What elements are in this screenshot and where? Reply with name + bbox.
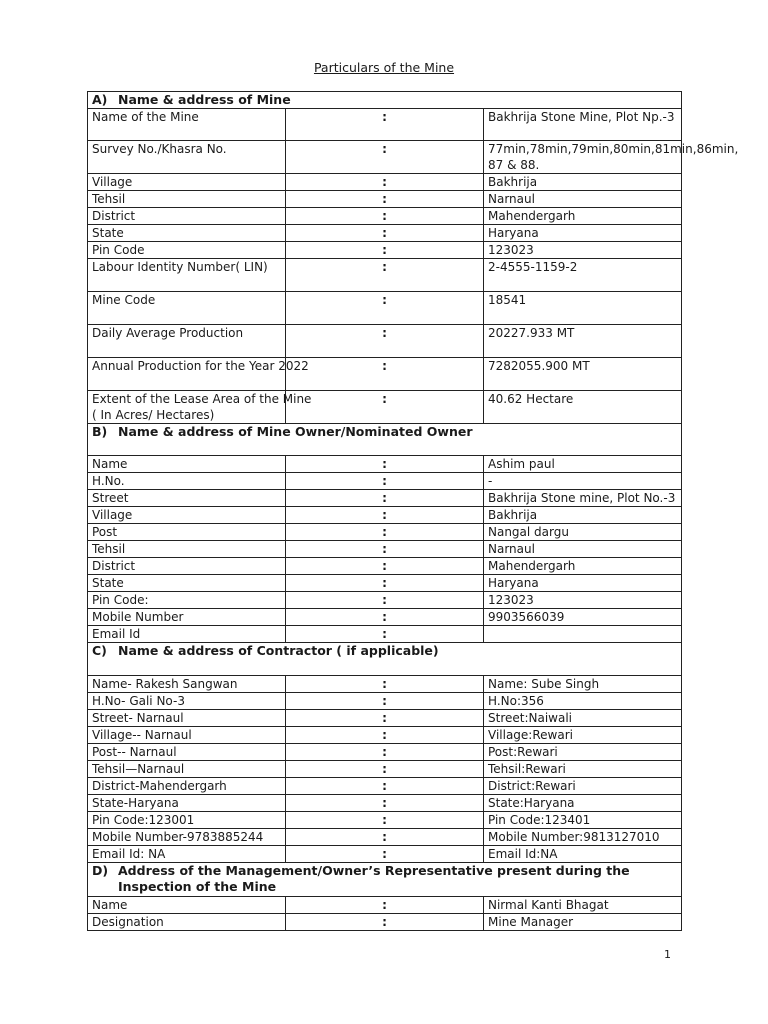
field-label bbox=[88, 676, 286, 693]
table-row bbox=[88, 541, 682, 558]
field-label-text: Annual Production for the Year 2022 bbox=[92, 359, 309, 373]
field-value: Post:Rewari bbox=[484, 744, 682, 761]
field-label bbox=[88, 846, 286, 863]
section-letter: D) bbox=[92, 863, 109, 878]
field-label bbox=[88, 259, 286, 292]
field-label-text: Pin Code:123001 bbox=[92, 813, 195, 827]
field-value: 2-4555-1159-2 bbox=[484, 259, 682, 292]
field-value: Bakhrija bbox=[484, 507, 682, 524]
field-label-text: State bbox=[92, 576, 124, 590]
table-row bbox=[88, 473, 682, 490]
section-heading-cell bbox=[88, 92, 682, 109]
table-row bbox=[88, 575, 682, 592]
field-value bbox=[484, 626, 682, 643]
table-row bbox=[88, 727, 682, 744]
field-label-text: Designation bbox=[92, 915, 164, 929]
colon-separator: : bbox=[286, 473, 484, 490]
field-label-text: Village-- Narnaul bbox=[92, 728, 192, 742]
section-heading: Address of the Management/Owner’s Representative present during the Inspection of the Mine bbox=[118, 863, 630, 894]
colon-separator: : bbox=[286, 259, 484, 292]
table-row bbox=[88, 897, 682, 914]
field-label-text: Labour Identity Number( LIN) bbox=[92, 260, 268, 274]
field-label bbox=[88, 391, 312, 424]
table-row bbox=[88, 242, 682, 259]
colon-separator: : bbox=[286, 778, 484, 795]
field-label-text: Tehsil—Narnaul bbox=[92, 762, 185, 776]
field-label-text: Daily Average Production bbox=[92, 326, 244, 340]
field-label bbox=[88, 358, 309, 391]
colon-separator: : bbox=[286, 676, 484, 693]
field-label-text: Tehsil bbox=[92, 192, 126, 206]
field-label bbox=[88, 795, 286, 812]
field-value: Mobile Number:9813127010 bbox=[484, 829, 682, 846]
field-label bbox=[88, 744, 286, 761]
table-row bbox=[88, 391, 682, 424]
page-number: 1 bbox=[664, 948, 671, 961]
field-value: Email Id:NA bbox=[484, 846, 682, 863]
field-label bbox=[88, 524, 286, 541]
table-row bbox=[88, 292, 682, 325]
field-label-text: Tehsil bbox=[92, 542, 126, 556]
field-label bbox=[88, 325, 286, 358]
field-label-text: Name bbox=[92, 898, 128, 912]
field-value: Tehsil:Rewari bbox=[484, 761, 682, 778]
colon-separator: : bbox=[286, 626, 484, 643]
field-value: Bakhrija bbox=[484, 174, 682, 191]
colon-separator: : bbox=[286, 456, 484, 473]
field-value: 20227.933 MT bbox=[484, 325, 682, 358]
field-value: 9903566039 bbox=[484, 609, 682, 626]
field-label bbox=[88, 174, 286, 191]
field-value: - bbox=[484, 473, 682, 490]
table-row bbox=[88, 829, 682, 846]
table-row bbox=[88, 626, 682, 643]
page-title: Particulars of the Mine bbox=[313, 60, 455, 75]
field-value: District:Rewari bbox=[484, 778, 682, 795]
field-label bbox=[88, 761, 286, 778]
table-row bbox=[88, 761, 682, 778]
field-value: Mahendergarh bbox=[484, 208, 682, 225]
colon-separator: : bbox=[286, 490, 484, 507]
field-label-text: Extent of the Lease Area of the Mine bbox=[92, 392, 312, 406]
table-row bbox=[88, 778, 682, 795]
colon-separator: : bbox=[286, 325, 484, 358]
field-value: Ashim paul bbox=[484, 456, 682, 473]
field-label-text: Survey No./Khasra No. bbox=[92, 142, 227, 156]
colon-separator: : bbox=[286, 174, 484, 191]
field-value: State:Haryana bbox=[484, 795, 682, 812]
table-row bbox=[88, 812, 682, 829]
field-label bbox=[88, 225, 286, 242]
field-value: Haryana bbox=[484, 225, 682, 242]
field-label bbox=[88, 473, 286, 490]
colon-separator: : bbox=[286, 242, 484, 259]
table-row bbox=[88, 259, 682, 292]
colon-separator: : bbox=[286, 541, 484, 558]
table-row bbox=[88, 846, 682, 863]
table-row bbox=[88, 592, 682, 609]
table-row bbox=[88, 456, 682, 473]
table-row bbox=[88, 507, 682, 524]
colon-separator: : bbox=[286, 507, 484, 524]
field-label bbox=[88, 109, 286, 141]
field-label bbox=[88, 778, 286, 795]
colon-separator: : bbox=[286, 191, 484, 208]
table-row bbox=[88, 795, 682, 812]
field-label-text: Village bbox=[92, 508, 133, 522]
colon-separator: : bbox=[286, 897, 484, 914]
field-label bbox=[88, 191, 286, 208]
table-row bbox=[88, 693, 682, 710]
field-label-text: Pin Code bbox=[92, 243, 145, 257]
field-label bbox=[88, 507, 286, 524]
field-label bbox=[88, 592, 286, 609]
field-label-text: Name of the Mine bbox=[92, 110, 199, 124]
field-value: Narnaul bbox=[484, 191, 682, 208]
colon-separator: : bbox=[286, 914, 484, 931]
field-label bbox=[88, 626, 286, 643]
colon-separator: : bbox=[286, 812, 484, 829]
colon-separator: : bbox=[286, 609, 484, 626]
section-heading-cell bbox=[88, 424, 682, 456]
field-value: 123023 bbox=[484, 242, 682, 259]
colon-separator: : bbox=[286, 710, 484, 727]
field-value: 40.62 Hectare bbox=[484, 391, 682, 424]
field-label-text: District bbox=[92, 559, 136, 573]
field-value: Street:Naiwali bbox=[484, 710, 682, 727]
field-label-text: Mobile Number-9783885244 bbox=[92, 830, 264, 844]
field-label-text: Post-- Narnaul bbox=[92, 745, 177, 759]
field-label bbox=[88, 727, 286, 744]
field-label bbox=[88, 141, 286, 174]
field-value: 123023 bbox=[484, 592, 682, 609]
section-letter: B) bbox=[92, 424, 108, 439]
field-value: H.No:356 bbox=[484, 693, 682, 710]
field-label-text-line2: ( In Acres/ Hectares) bbox=[92, 408, 215, 422]
colon-separator: : bbox=[286, 208, 484, 225]
table-row bbox=[88, 191, 682, 208]
field-label bbox=[88, 541, 286, 558]
field-value: Haryana bbox=[484, 575, 682, 592]
field-label bbox=[88, 812, 286, 829]
field-label-text: Name bbox=[92, 457, 128, 471]
field-label bbox=[88, 456, 286, 473]
field-value: 77min,78min,79min,80min,81min,86min, 87 & 88. bbox=[484, 141, 682, 174]
table-row bbox=[88, 208, 682, 225]
colon-separator: : bbox=[286, 592, 484, 609]
colon-separator: : bbox=[286, 358, 484, 391]
field-label-text: H.No. bbox=[92, 474, 125, 488]
table-row bbox=[88, 609, 682, 626]
colon-separator: : bbox=[286, 727, 484, 744]
colon-separator: : bbox=[286, 829, 484, 846]
field-value: Nangal dargu bbox=[484, 524, 682, 541]
section-d-header bbox=[88, 863, 682, 897]
section-heading-cell bbox=[88, 863, 682, 897]
field-label bbox=[88, 829, 286, 846]
table-row bbox=[88, 325, 682, 358]
field-label bbox=[88, 575, 286, 592]
field-label bbox=[88, 914, 286, 931]
mine-particulars-table bbox=[87, 91, 739, 931]
colon-separator: : bbox=[286, 292, 484, 325]
field-value: Bakhrija Stone Mine, Plot Np.-3 bbox=[484, 109, 682, 141]
table-row bbox=[88, 225, 682, 242]
colon-separator: : bbox=[286, 846, 484, 863]
section-heading: Name & address of Mine Owner/Nominated Owner bbox=[118, 424, 473, 439]
field-label-text: Mobile Number bbox=[92, 610, 184, 624]
field-label bbox=[88, 208, 286, 225]
colon-separator: : bbox=[286, 761, 484, 778]
colon-separator: : bbox=[286, 524, 484, 541]
field-value: Bakhrija Stone mine, Plot No.-3 bbox=[484, 490, 682, 507]
table-row bbox=[88, 174, 682, 191]
table-row bbox=[88, 558, 682, 575]
section-letter: A) bbox=[92, 92, 108, 107]
field-value: Mahendergarh bbox=[484, 558, 682, 575]
field-label-text: Village bbox=[92, 175, 133, 189]
field-label-text: Street bbox=[92, 491, 129, 505]
section-b-header bbox=[88, 424, 682, 456]
field-value: Pin Code:123401 bbox=[484, 812, 682, 829]
field-value: 18541 bbox=[484, 292, 682, 325]
field-label bbox=[88, 490, 286, 507]
colon-separator: : bbox=[286, 558, 484, 575]
field-value: Mine Manager bbox=[484, 914, 682, 931]
section-heading-cell bbox=[88, 643, 682, 676]
field-label-text: District bbox=[92, 209, 136, 223]
colon-separator: : bbox=[286, 693, 484, 710]
table-row bbox=[88, 914, 682, 931]
section-a-header bbox=[88, 92, 682, 109]
field-label bbox=[88, 897, 286, 914]
table-row bbox=[88, 490, 682, 507]
field-label-text: Email Id bbox=[92, 627, 141, 641]
field-label-text: District-Mahendergarh bbox=[92, 779, 227, 793]
table-row bbox=[88, 358, 682, 391]
field-label bbox=[88, 558, 286, 575]
field-label bbox=[88, 693, 286, 710]
field-value: Narnaul bbox=[484, 541, 682, 558]
field-label-text: Mine Code bbox=[92, 293, 156, 307]
field-label-text: State-Haryana bbox=[92, 796, 179, 810]
field-label-text: Pin Code: bbox=[92, 593, 149, 607]
field-label-text: State bbox=[92, 226, 124, 240]
colon-separator: : bbox=[286, 109, 484, 141]
field-label bbox=[88, 609, 286, 626]
colon-separator: : bbox=[286, 225, 484, 242]
field-label-text: Name- Rakesh Sangwan bbox=[92, 677, 238, 691]
section-c-header bbox=[88, 643, 682, 676]
field-label-text: Street- Narnaul bbox=[92, 711, 184, 725]
section-letter: C) bbox=[92, 643, 107, 658]
colon-separator: : bbox=[286, 575, 484, 592]
table-row bbox=[88, 141, 682, 174]
field-label-text: H.No- Gali No-3 bbox=[92, 694, 185, 708]
field-value: Village:Rewari bbox=[484, 727, 682, 744]
section-heading: Name & address of Contractor ( if applicable) bbox=[118, 643, 439, 658]
field-value: Nirmal Kanti Bhagat bbox=[484, 897, 682, 914]
table-row bbox=[88, 109, 682, 141]
colon-separator: : bbox=[286, 391, 484, 424]
field-label-text: Email Id: NA bbox=[92, 847, 166, 861]
table-row bbox=[88, 676, 682, 693]
table-row bbox=[88, 524, 682, 541]
colon-separator: : bbox=[286, 795, 484, 812]
table-row bbox=[88, 710, 682, 727]
field-value: 7282055.900 MT bbox=[484, 358, 682, 391]
colon-separator: : bbox=[286, 744, 484, 761]
section-heading: Name & address of Mine bbox=[118, 92, 291, 107]
table-row bbox=[88, 744, 682, 761]
colon-separator: : bbox=[286, 141, 484, 174]
field-value: Name: Sube Singh bbox=[484, 676, 682, 693]
field-label bbox=[88, 710, 286, 727]
field-label bbox=[88, 292, 286, 325]
field-label bbox=[88, 242, 286, 259]
field-label-text: Post bbox=[92, 525, 118, 539]
